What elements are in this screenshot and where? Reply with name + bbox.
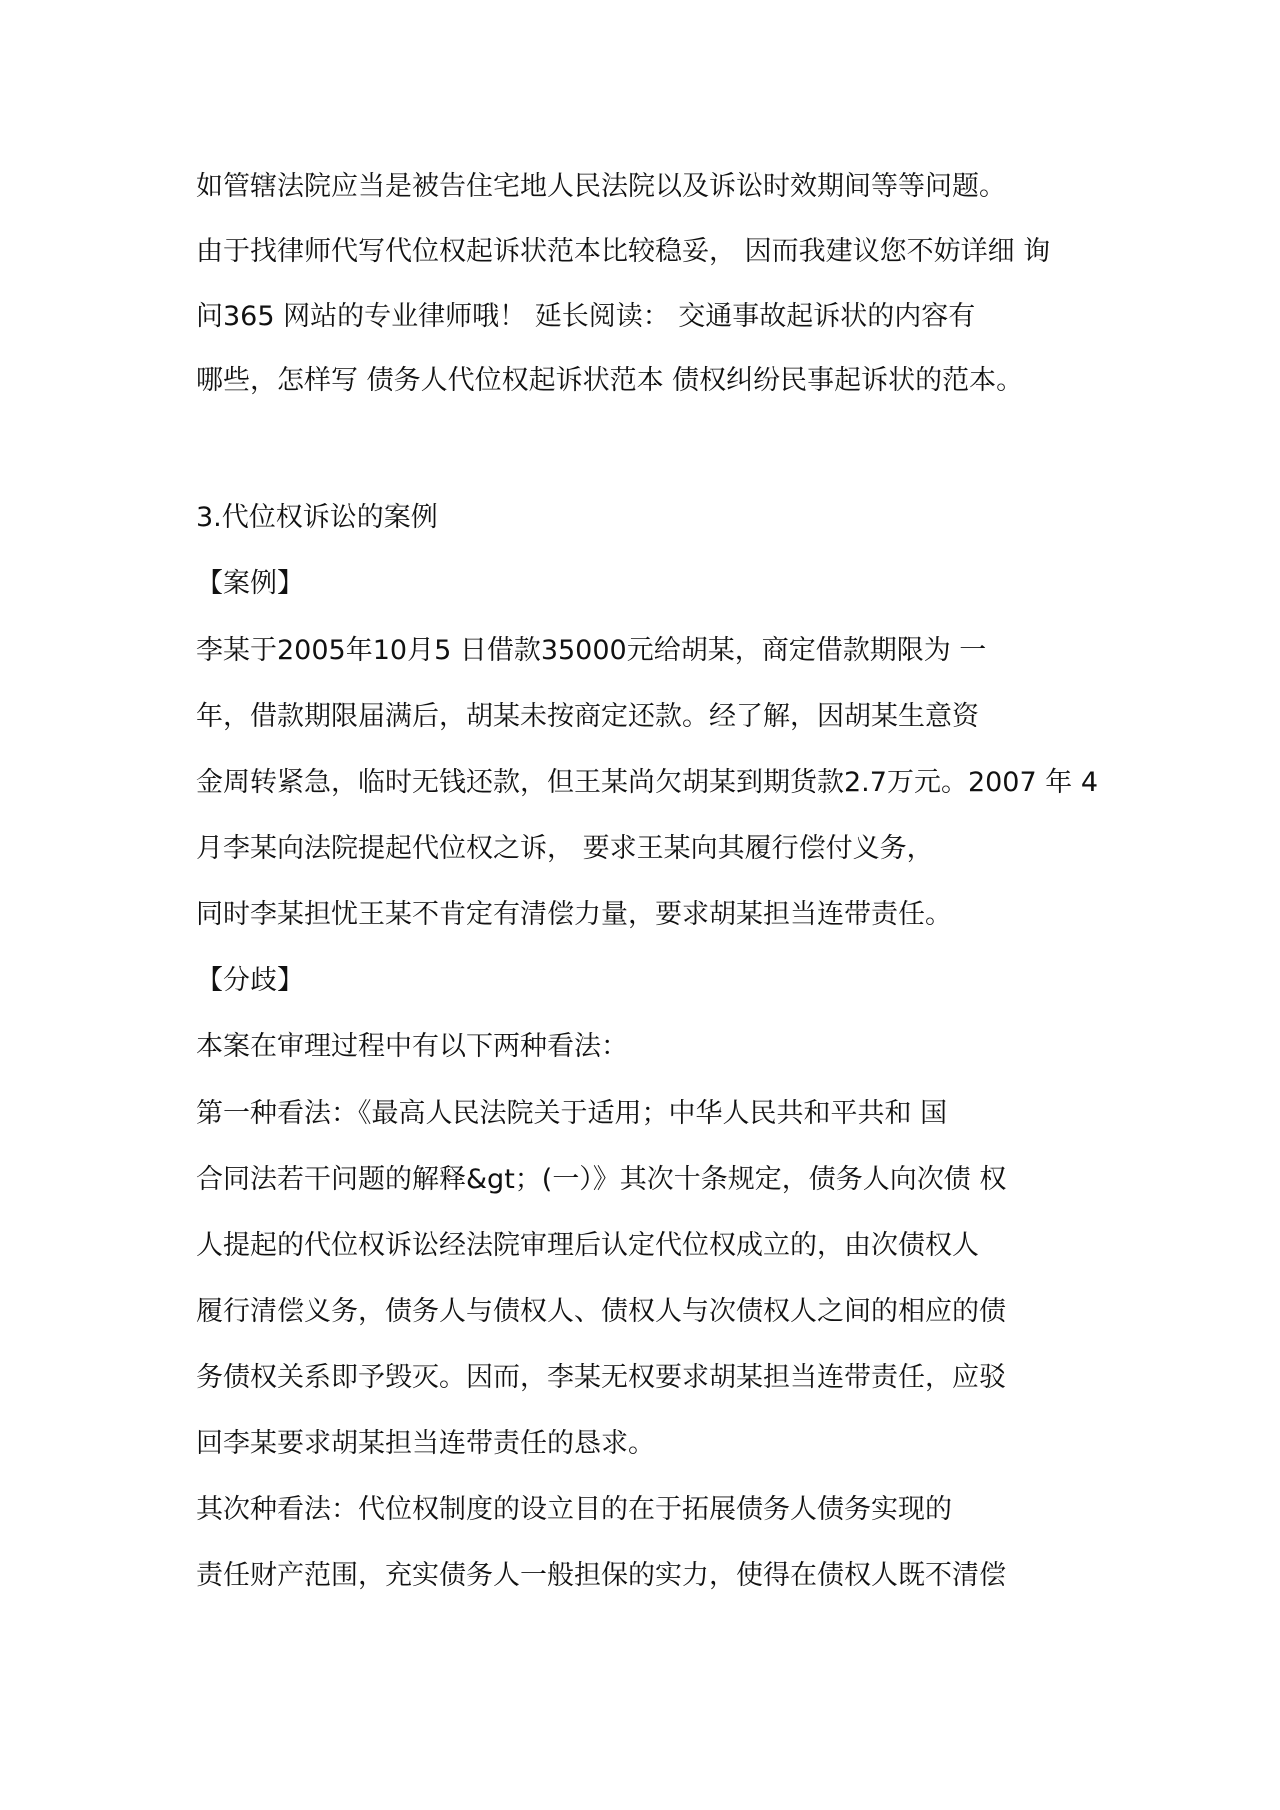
view-one-line-5: 务债权关系即予毁灭。因而，李某无权要求胡某担当连带责任，应驳 — [196, 1362, 1006, 1393]
disagreement-intro: 本案在审理过程中有以下两种看法： — [196, 1031, 628, 1062]
paragraph-line-4: 哪些，怎样写 债务人代位权起诉状范本 债权纠纷民事起诉状的范本。 — [196, 365, 1024, 396]
view-one-line-3: 人提起的代位权诉讼经法院审理后认定代位权成立的，由次债权人 — [196, 1230, 979, 1261]
case-label: 【案例】 — [196, 568, 304, 599]
paragraph-line-2: 由于找律师代写代位权起诉状范本比较稳妥， 因而我建议您不妨详细 询 — [196, 236, 1051, 267]
view-one-line-6: 回李某要求胡某担当连带责任的恳求。 — [196, 1428, 655, 1459]
view-two-line-2: 责任财产范围，充实债务人一般担保的实力，使得在债权人既不清偿 — [196, 1560, 1006, 1591]
view-one-line-2: 合同法若干问题的解释&gt；(一）》其次十条规定，债务人向次债 权 — [196, 1164, 1007, 1195]
case-line-5: 同时李某担忧王某不肯定有清偿力量，要求胡某担当连带责任。 — [196, 899, 952, 930]
paragraph-line-1: 如管辖法院应当是被告住宅地人民法院以及诉讼时效期间等等问题。 — [196, 171, 1006, 202]
section-heading: 3.代位权诉讼的案例 — [196, 502, 438, 533]
disagreement-label: 【分歧】 — [196, 965, 304, 996]
case-line-4: 月李某向法院提起代位权之诉， 要求王某向其履行偿付义务， — [196, 833, 934, 864]
view-two-line-1: 其次种看法：代位权制度的设立目的在于拓展债务人债务实现的 — [196, 1494, 952, 1525]
case-line-2: 年，借款期限届满后，胡某未按商定还款。经了解，因胡某生意资 — [196, 701, 979, 732]
view-one-line-4: 履行清偿义务，债务人与债权人、债权人与次债权人之间的相应的债 — [196, 1296, 1006, 1327]
case-line-3: 金周转紧急，临时无钱还款，但王某尚欠胡某到期货款2.7万元。2007 年 4 — [196, 767, 1098, 798]
paragraph-line-3: 问365 网站的专业律师哦！ 延长阅读： 交通事故起诉状的内容有 — [196, 301, 976, 332]
case-line-1: 李某于2005年10月5 日借款35000元给胡某，商定借款期限为 一 — [196, 635, 987, 666]
view-one-line-1: 第一种看法：《最高人民法院关于适用；中华人民共和平共和 国 — [196, 1098, 948, 1129]
